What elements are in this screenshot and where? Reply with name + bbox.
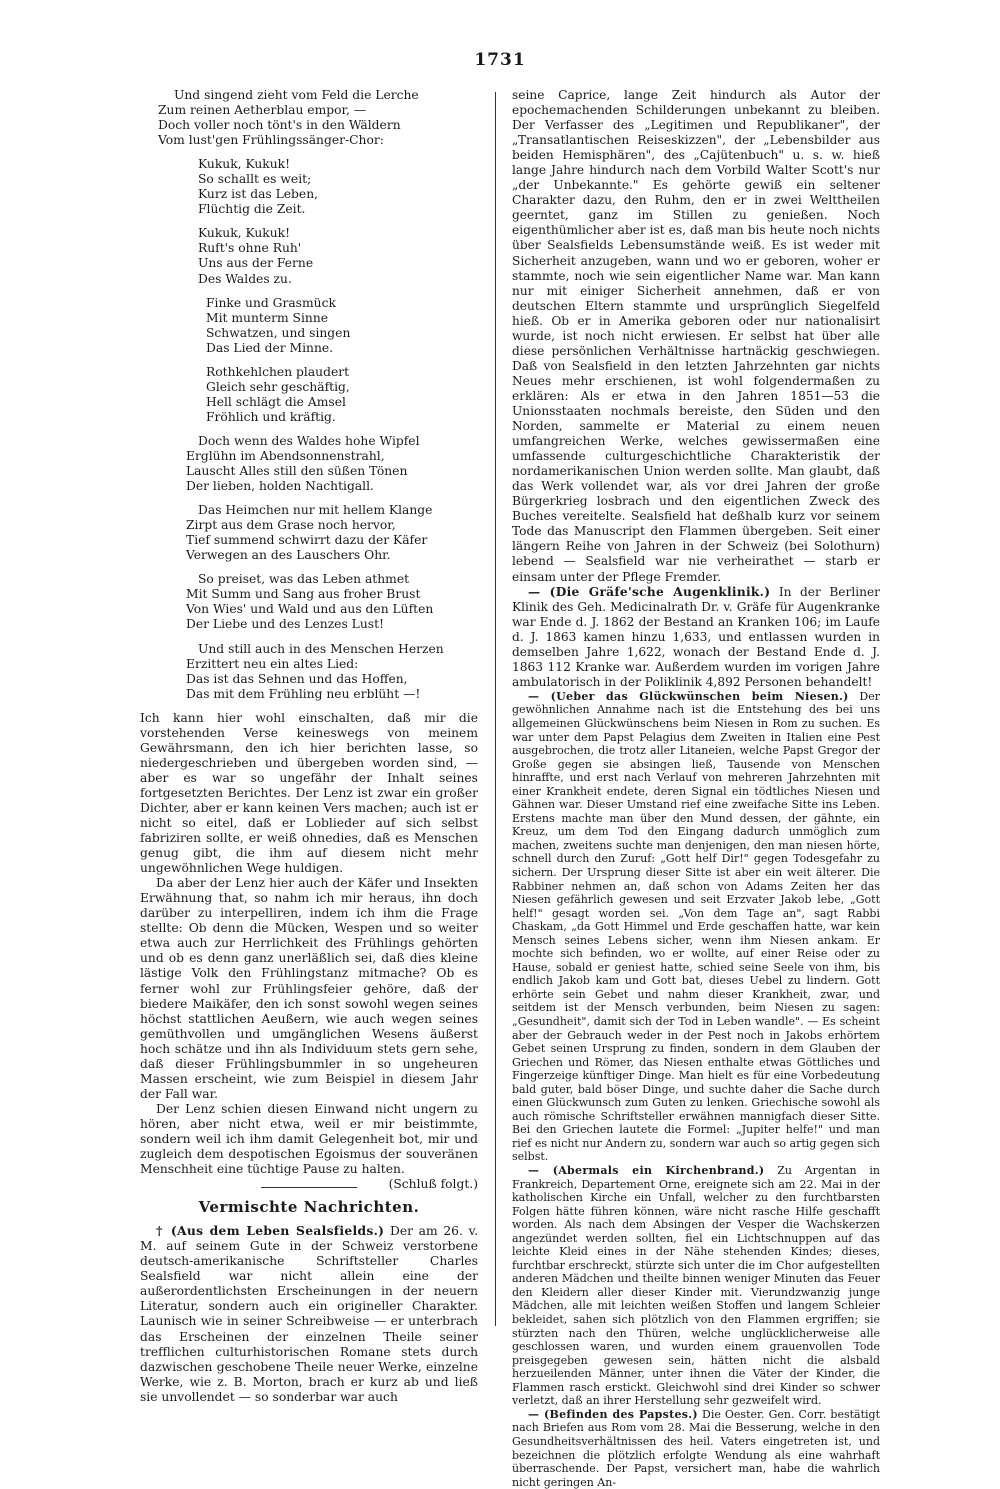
poem-line: Lauscht Alles still den süßen Tönen <box>186 464 408 479</box>
poem-line: Kurz ist das Leben, <box>198 187 319 202</box>
poem-stanza <box>158 572 478 632</box>
news-item-text: Zu Argentan in Frankreich, Departement Orne, ereignete sich am 22. Mai in der katholischen Kirche ein Unfall, welcher zu den furchtbarsten Folgen hätte führen können, wäre nicht rasche Hilfe geschafft worden. Als nach dem Absingen der Vesper die Wachskerzen angezündet werden sollten, fiel ein Lichtschnuppen auf das leichte Kleid eines in der Nähe stehenden Kindes; dieses, furchtbar erschreckt, stürzte sich unter die im Chor aufgestellten anderen Mädchen und theilte binnen weniger Minuten das Feuer den Kleidern aller dieser Kinder mit. Vierundzwanzig junge Mädchen, alle mit leichten weißen Stoffen und langem Schleier bekleidet, sahen sich plötzlich von den Flammen ergriffen; sie stürzten nach den Thüren, welche unglücklicherweise alle geschlossen waren, und wurden einem grauenvollen Tode preisgegeben gewesen sein, hätten nicht die alsbald herzueilenden Männer, unter ihnen die Väter der Kinder, die Flammen rasch erstickt. Gleichwohl sind drei Kinder so schwer verletzt, daß an ihrer Herstellung sehr gezweifelt wird. <box>512 1164 881 1408</box>
poem-line: Mit munterm Sinne <box>206 310 329 325</box>
poem-line: Und singend zieht vom Feld die Lerche <box>174 88 419 102</box>
news-item-title: — (Befinden des Papstes.) <box>528 1407 698 1421</box>
news-item-continuation: seine Caprice, lange Zeit hindurch als Autor der epochemachenden Schilderungen unbekannt zu bleiben. Der Verfasser des „Legitimen und Republikaner", der „Transatlantischen Reiseskizzen", der „Lebensbilder aus beiden Hemisphären", des „Cajütenbuch" u. s. w. hieß lange Jahre hindurch nach dem Vorbild Walter Scott's nur „der Unbekannte." Es gehörte gewiß ein seltener Charakter dazu, den Ruhm, den er in zwei Welttheilen geerntet, ganz im Stillen zu genießen. Noch eigenthümlicher aber ist es, daß man bis heute noch nichts über Sealsfields Lebensumstände weiß. Es ist weder mit Sicherheit anzugeben, wann und wo er geboren, woher er stammte, noch wie sein eigentlicher Name war. Man kann nur mit einiger Sicherheit annehmen, daß er von deutschen Eltern stammte und ursprünglich Siegelfeld hieß. Ob er in Amerika geboren oder nur nationalisirt wurde, ist noch nicht erwiesen. Er selbst hat über alle diese persönlichen Verhältnisse hartnäckig geschwiegen. Daß von Sealsfield in den letzten Jahrzehnten gar nichts Neues mehr erschienen, ist wohl folgendermaßen zu erklären: Als er etwa in den Jahren 1851—53 die Unionsstaaten nochmals bereiste, den Süden und den Norden, sammelte er Material zu einem neuen umfangreichen Werke, welches gewissermaßen eine umfassende culturgeschichtliche Charakteristik der nordamerikanischen Union werden sollte. Man glaubt, daß das Werk vollendet war, als vor drei Jahren der große Bürgerkrieg losbrach und den eigentlichen Zweck des Buches vereitelte. Sealsfield hat deßhalb kurz vor seinem Tode das Manuscript den Flammen übergeben. Seit einer längern Reihe von Jahren in der Schweiz (bei Solothurn) lebend — Sealsfield war nie verheirathet — starb er einsam unter der Pflege Fremder. <box>512 88 880 584</box>
news-item-text: In der Berliner Klinik des Geh. Medicinalrath Dr. v. Gräfe für Augenkranke war Ende d. J. 1862 der Bestand an Kranken 106; im Laufe d. J. 1863 kamen hinzu 1,633, und entlassen wurden in demselben Jahre 1,622, wonach der Bestand Ende d. J. 1863 112 Kranke war. Außerdem wurden im vorigen Jahre ambulatorisch in der Poliklinik 4,892 Personen behandelt! <box>512 584 881 689</box>
poem-line: So preiset, was das Leben athmet <box>198 572 410 587</box>
poem-line: Rothkehlchen plaudert <box>206 364 350 379</box>
poem-line: Tief summend schwirrt dazu der Käfer <box>186 533 428 548</box>
news-item <box>140 1223 478 1405</box>
poem-stanza <box>158 296 478 356</box>
poem-line: Erzittert neu ein altes Lied: <box>186 656 359 671</box>
body-paragraph <box>140 1101 478 1192</box>
poem-line: Das ist das Sehnen und das Hoffen, <box>186 671 408 686</box>
poem-line: Vom lust'gen Frühlingssänger-Chor: <box>158 133 384 148</box>
news-item-text: Der gewöhnlichen Annahme nach ist die Entstehung des bei uns allgemeinen Glückwünschens beim Niesen in Rom zu suchen. Es war unter dem Papst Pelagius dem Zweiten in Italien eine Pest ausgebrochen, die trotz aller Litaneien, welche Papst Gregor der Große gegen sie absingen ließ, Tausende von Menschen hinraffte, und erst nach Verlauf von mehreren Jahrzehnten mit einer Krankheit endete, deren Signal ein tödtliches Niesen und Gähnen war. Dieser Umstand rief eine zweifache Sitte ins Leben. Erstens machte man über den Mund dessen, der gähnte, ein Kreuz, um dem Tod den Eingang dadurch unmöglich zum machen, zweitens suchte man denjenigen, den man niesen hörte, schnell durch den Zuruf: „Gott helf Dir!" gegen Todesgefahr zu sichern. Der Ursprung dieser Sitte ist aber ein weit älterer. Die Rabbiner nehmen an, daß schon von Adams Zeiten her das Niesen gefährlich gewesen und seit Erzvater Jakob lebe, „Gott helf!" gesagt worden sei. „Von dem Tage an", sagt Rabbi Chaskam, „da Gott Himmel und Erde geschaffen hatte, war kein Mensch seines Lebens sicher, wenn ihm Niesen ankam. Er mochte sich befinden, wo er wollte, auf einer Reise oder zu Hause, sobald er geniest hatte, schied seine Seele von ihm, bis endlich Jakob kam und Gott bat, dieses Uebel zu lindern. Gott erhörte sein Gebet und nahm dieser Krankheit, zwar, und seitdem ist der Mensch verbunden, beim Niesen zu sagen: „Gesundheit", damit sich der Tod in Leben wandle". — Es scheint aber der Gebrauch weder in der Pest noch in Jakobs erhörtem Gebet seinen Ursprung zu finden, sondern in dem Glauben der Griechen und Römer, das Niesen enthalte etwas Göttliches und Fingerzeige künftiger Dinge. Man hielt es für eine Vorbedeutung bald guter, bald böser Dinge, und suchte daher die Sache durch einen Glückwunsch zum Guten zu lenken. Griechische sowohl als auch römische Schriftsteller erwähnen mannigfach dieser Sitte. Bei den Griechen lautete die Formel: „Jupiter helfe!" und man rief es nicht nur Andern zu, sondern war auch so artig gegen sich selbst. <box>512 689 880 1164</box>
news-item-text: Die Oester. Gen. Corr. bestätigt nach Briefen aus Rom vom 28. Mai die Besserung, welche in den Gesundheitsverhältnissen des heil. Vaters eingetreten ist, und bezeichnen die plötzlich erfolgte Wendung als eine wahrhaft überraschende. Der Papst, versichert man, habe die wahrlich nicht geringen An- <box>512 1407 881 1489</box>
poem-line: Und still auch in des Menschen Herzen <box>198 641 444 656</box>
poem-line: Finke und Grasmück <box>206 295 336 310</box>
news-item <box>512 1164 880 1408</box>
poem-line: Von Wies' und Wald und aus den Lüften <box>186 602 434 617</box>
poem-line: Verwegen an des Lauschers Ohr. <box>186 548 391 563</box>
poem-stanza <box>158 434 478 494</box>
to-be-continued: (Schluß folgt.) <box>388 1177 478 1192</box>
poem-line: Erglühn im Abendsonnenstrahl, <box>186 448 385 463</box>
poem-line: So schallt es weit; <box>198 172 312 187</box>
poem-line: Mit Summ und Sang aus froher Brust <box>186 587 421 602</box>
poem-stanza <box>158 157 478 217</box>
poem-line: Der lieben, holden Nachtigall. <box>186 479 374 494</box>
news-item-title: — (Die Gräfe'sche Augenklinik.) <box>528 584 771 599</box>
news-item-title: — (Abermals ein Kirchenbrand.) <box>528 1164 765 1178</box>
poem-line: Fröhlich und kräftig. <box>206 409 336 424</box>
news-item <box>512 1408 880 1489</box>
poem-stanza <box>158 503 478 563</box>
poem-line: Doch voller noch tönt's in den Wäldern <box>158 118 401 133</box>
poem-stanza <box>158 88 478 148</box>
poem-line: Das mit dem Frühling neu erblüht —! <box>186 686 421 701</box>
poem-line: Kukuk, Kukuk! <box>198 157 291 172</box>
news-item <box>512 690 880 1164</box>
poem-line: Das Lied der Minne. <box>206 340 334 355</box>
news-item <box>512 585 880 690</box>
poem-line: Uns aus der Ferne <box>198 256 314 271</box>
section-divider <box>261 1187 357 1188</box>
news-item-title: — (Ueber das Glückwünschen beim Niesen.) <box>528 689 849 703</box>
poem-line: Flüchtig die Zeit. <box>198 202 306 217</box>
poem-line: Das Heimchen nur mit hellem Klange <box>198 503 433 518</box>
section-heading: Vermischte Nachrichten. <box>198 1198 420 1217</box>
news-item-title: † (Aus dem Leben Sealsfields.) <box>156 1223 385 1239</box>
poem-line: Kukuk, Kukuk! <box>198 226 291 241</box>
poem-line: Der Liebe und des Lenzes Lust! <box>186 617 384 632</box>
column-divider <box>495 92 496 1326</box>
poem-line: Doch wenn des Waldes hohe Wipfel <box>198 433 420 448</box>
right-column <box>512 88 880 1489</box>
poem-stanza <box>158 226 478 286</box>
body-paragraph: Da aber der Lenz hier auch der Käfer und Insekten Erwähnung that, so nahm ich mir heraus, ihn doch darüber zu interpelliren, indem ich ihm die Frage stellte: Ob denn die Mücken, Wespen und so weiter etwa auch zur Herrlichkeit des Frühlings gehörten und ob es denn ganz unerläßlich sei, daß dies kleine lästige Volk den Frühlingstanz mitmache? Ob es ferner wohl zur Frühlingsfeier gehöre, daß der biedere Maikäfer, den ich sonst sowohl wegen seines höchst stattlichen Aeußern, wie auch wegen seines gemüthvollen und umgänglichen Wesens äußerst hoch schätze und ihn als Individuum stets gern sehe, daß dieser Frühlingsbummler in so ungeheuren Massen erscheint, wie zum Beispiel in diesem Jahr der Fall war. <box>140 876 478 1101</box>
body-paragraph-text: Der Lenz schien diesen Einwand nicht ungern zu hören, aber nicht etwa, weil er mir beistimmte, sondern weil ich ihm damit Gelegenheit bot, mir und zugleich dem despotischen Egoismus der souveränen Menschheit eine tüchtige Pause zu halten. <box>140 1101 478 1177</box>
body-paragraph: Ich kann hier wohl einschalten, daß mir die vorstehenden Verse keineswegs von meinem Gewährsmann, den ich hier berichten lasse, so niedergeschrieben und übergeben worden sind, — aber es war so ungefähr der Inhalt seines fortgesetzten Berichtes. Der Lenz ist zwar ein großer Dichter, aber er kann keinen Vers machen; auch ist er nicht so eitel, daß er Loblieder auf sich selbst fabriziren sollte, er weiß ohnedies, daß es Menschen genug gibt, die ihm auf diesem nicht mehr ungewöhnlichen Wege huldigen. <box>140 710 478 876</box>
poem <box>158 88 478 702</box>
poem-stanza <box>158 642 478 702</box>
poem-line: Ruft's ohne Ruh' <box>198 241 302 256</box>
poem-line: Hell schlägt die Amsel <box>206 394 346 409</box>
poem-line: Zirpt aus dem Grase noch hervor, <box>186 518 396 533</box>
poem-line: Schwatzen, und singen <box>206 325 351 340</box>
news-item-text: Der am 26. v. M. auf seinem Gute in der Schweiz verstorbene deutsch-amerikanische Schriftsteller Charles Sealsfield war nicht allein eine der außerordentlichsten Erscheinungen in der neuern Literatur, sondern auch ein origineller Charakter. Launisch wie in seiner Schreibweise — er unterbrach das Erscheinen der einzelnen Theile seiner trefflichen culturhistorischen Romane stets durch dazwischen geschobene Theile neuer Werke, einzelne Werke, wie z. B. Morton, brach er kurz ab und ließ sie unvollendet — so sonderbar war auch <box>140 1224 478 1404</box>
left-column <box>140 88 478 1405</box>
poem-line: Zum reinen Aetherblau empor, — <box>158 103 367 118</box>
poem-line: Des Waldes zu. <box>198 271 292 286</box>
poem-line: Gleich sehr geschäftig, <box>206 379 350 394</box>
page-number: 1731 <box>474 50 526 70</box>
poem-stanza <box>158 365 478 425</box>
